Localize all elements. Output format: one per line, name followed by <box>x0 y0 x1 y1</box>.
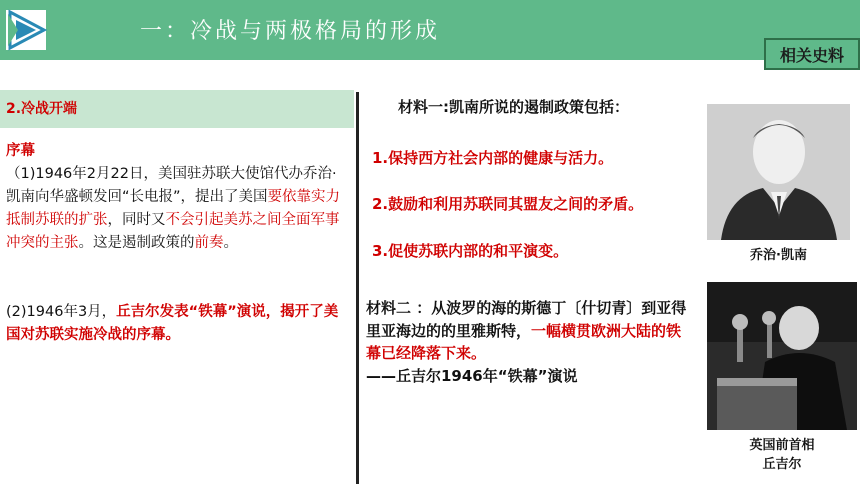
material-1-heading: 材料一:凯南所说的遏制政策包括： <box>398 98 630 116</box>
churchill-caption-line-1: 英国前首相 <box>749 438 815 453</box>
point-1-highlight-2: 不会引起美苏之间全面军事冲突的主张 <box>6 212 340 251</box>
policy-item-1: 1.保持西方社会内部的健康与活力。 <box>372 149 614 167</box>
header-bar <box>0 0 860 60</box>
point-1-text-d: 。 <box>223 235 238 251</box>
material-2-highlight: 一幅横贯欧洲大陆的铁幕已经降落下来。 <box>366 321 682 362</box>
column-divider <box>356 92 359 484</box>
play-logo-icon <box>4 8 48 52</box>
material-2-intro: 材料二 ：从波罗的海的斯德丁〔什切青〕到亚得里亚海边的的里雅斯特， <box>366 299 687 340</box>
policy-item-3: 3.促使苏联内部的和平演变。 <box>372 242 569 260</box>
churchill-speech-image <box>707 282 857 430</box>
kennan-caption: 乔治·凯南 <box>750 248 807 263</box>
churchill-photo <box>707 282 857 430</box>
point-2-text: (2)1946年3月， <box>6 304 117 320</box>
point-2 <box>6 301 350 347</box>
material-2-source: ——丘吉尔1946年“铁幕”演说 <box>366 366 578 385</box>
point-1-text-b: ，同时又 <box>107 212 166 228</box>
point-2-highlight: 丘吉尔发表“铁幕”演说，揭开了美国对苏联实施冷战的序幕。 <box>6 304 339 343</box>
kennan-photo <box>707 104 850 240</box>
related-materials-label: 相关史料 <box>764 38 860 70</box>
left-column <box>6 140 350 347</box>
churchill-caption-line-2: 丘吉尔 <box>762 457 802 472</box>
kennan-portrait-image <box>707 104 850 240</box>
material-2 <box>366 297 696 387</box>
section-heading: 2.冷战开端 <box>0 90 354 128</box>
page-title: 一：冷战与两极格局的形成 <box>140 19 441 44</box>
point-1-highlight-3: 前奏 <box>194 235 224 251</box>
point-1-text-a: （1)1946年2月22日，美国驻苏联大使馆代办乔治·凯南向华盛顿发回“长电报”，提出了美国 <box>6 166 337 205</box>
point-1-text-c: 。这是遏制政策的 <box>78 235 195 251</box>
churchill-caption <box>712 436 852 474</box>
point-1 <box>6 163 350 255</box>
prelude-subtitle: 序幕 <box>6 143 35 159</box>
point-1-highlight-1: 要依靠实力抵制苏联的扩张 <box>6 189 341 228</box>
policy-item-2: 2.鼓励和利用苏联同其盟友之间的矛盾。 <box>372 195 644 213</box>
